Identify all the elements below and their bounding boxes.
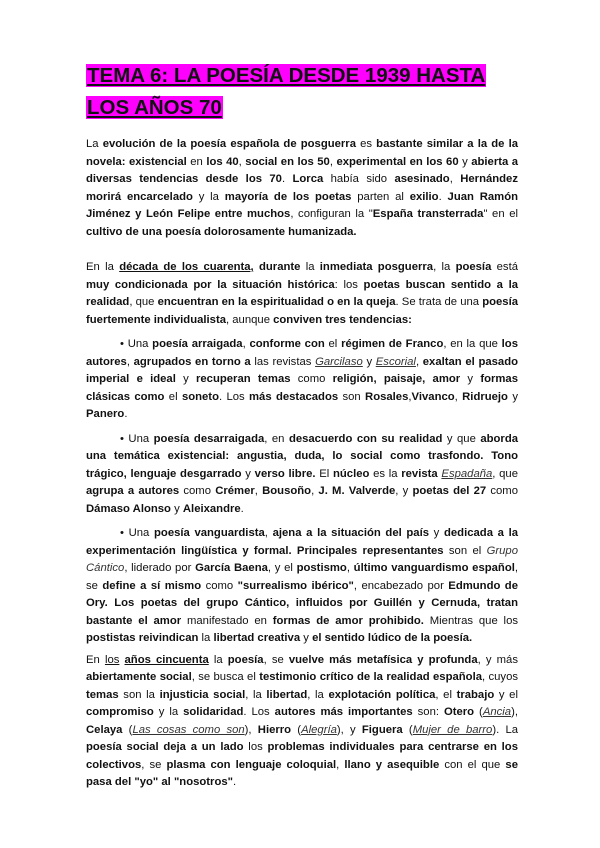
text-run: define a sí mismo [102,579,202,592]
text-run: . [124,408,128,420]
text-run: • Una [120,527,155,539]
text-run: y [175,373,196,385]
text-run: Dámaso Alonso [86,502,171,515]
text-run: ), [511,706,518,718]
text-run: • Una [120,432,154,445]
text-run: , en [264,432,289,445]
text-run: , [336,758,345,771]
text-run: , liderado por [124,562,196,574]
page-title [86,60,486,124]
text-run: religión, paisaje, amor [332,373,461,385]
text-run: , encabezado por [353,579,449,592]
text-run: conforme con [249,338,325,350]
text-run: poesía arraigada [152,338,243,350]
text-run: España transterrada [372,208,484,220]
text-run: exilio [409,190,439,203]
text-run: son: [412,706,444,718]
text-run: ). La [492,723,519,736]
text-run: la [300,261,320,273]
text-run: y la [192,190,225,203]
text-run: ), y [336,723,362,736]
text-run: cultivo de una poesía dolorosamente humanizada. [86,225,357,238]
text-run: J. M. Valverde [318,485,396,497]
text-run: , [311,485,319,497]
text-run: y [460,373,481,385]
text-run: verso libre. [254,467,316,480]
text-run: , cuyos [481,671,519,683]
text-run: es [355,138,377,150]
text-run: . [281,173,293,185]
text-run: : los [334,278,364,291]
text-run: Ridruejo [462,390,508,403]
text-run: en [186,155,207,168]
text-run: se pasa del "yo" al "nosotros" [86,758,518,788]
text-run: y [362,355,376,368]
text-run: como [290,373,333,385]
text-run: núcleo [332,467,370,480]
text-run: soneto [181,390,219,403]
paragraph-poesia-desarraigada [86,431,518,519]
text-run: plasma con [166,758,231,771]
text-run: social en los 50 [245,155,330,168]
text-run: durante [259,261,301,273]
text-run: y la [153,706,184,718]
text-run: autores más importantes [274,706,413,718]
text-run: inmediata posguerra [319,261,434,273]
text-run: Crémer [215,485,255,497]
text-run: Aleixandre [182,502,241,515]
text-run: "surrealismo ibérico" [237,579,354,592]
text-run: lenguaje coloquial [235,758,337,771]
text-run: desacuerdo con su realidad [288,432,443,445]
text-run: poesía [227,653,264,666]
text-run: Garcilaso [315,355,363,368]
text-run: vuelve más metafísica y profunda [288,653,478,666]
text-run: agrupa a autores [86,485,180,497]
text-run: " en el [483,208,518,220]
text-run: Edmundo de Ory. Los poetas del grupo Cántico, influidos por Guillén y Cernuda, tratan bastante el amor [86,579,518,627]
text-run: abierta a diversas tendencias desde los 70 [86,155,519,185]
text-run: injusticia social [159,688,246,701]
text-run: , y el [267,562,297,574]
text-run: ajena a la situación del país [272,527,430,539]
text-run: aborda una temática existencial: angustia, duda, lo social como trasfondo. Tono trágico, lenguaje desgarrado [86,432,519,480]
text-run: dedicada a la experimentación lingüística y formal. Principales representantes [86,527,518,557]
text-run: . [232,776,237,788]
text-run: son [338,390,366,403]
text-run: conviven tres tendencias: [273,313,412,326]
text-run: poesía desarraigada [153,432,265,445]
text-run: . Los [243,706,275,718]
text-run: bastante similar a la de la novela: existencial [86,138,518,168]
text-run: , [329,155,337,168]
text-run: ), [244,723,258,736]
text-run: es la [369,467,402,480]
text-run: y [507,390,518,403]
text-run: En la [86,261,120,273]
text-run: agrupados en torno a [133,355,251,368]
text-run: , se [86,562,519,592]
text-run: evolución de la poesía española de posguerra [102,138,356,150]
text-run: , y más [477,653,518,666]
text-run: revista [401,467,438,480]
text-run: postismo [296,562,347,574]
text-run: trabajo [456,688,495,701]
text-run: abiertamente social [86,671,192,683]
text-run: Espadaña [441,467,493,480]
text-run: años cincuenta [124,653,209,666]
text-run: compromiso [86,706,154,718]
text-run: , [449,173,461,185]
text-run: La [86,138,103,150]
text-run: Hierro [257,723,292,736]
text-run: Vivanco [411,390,455,403]
text-run: , [254,485,263,497]
text-run: asesinado [394,173,450,185]
text-run: libertad creativa [213,632,301,644]
text-run: , [346,562,354,574]
text-run: solidaridad [183,706,244,718]
text-run: , la [245,688,267,701]
text-run: Panero [86,408,125,420]
text-run: y el [494,688,518,701]
text-run: Alegría [301,723,337,736]
text-run: muy condicionada por la situación histórica [86,278,335,291]
text-run: Bousoño [262,485,312,497]
text-run: formas clásicas como [86,373,518,403]
text-run: poesía [455,261,492,273]
text-run: década de los cuarenta, [119,261,254,273]
text-run: llano y asequible [344,758,440,771]
text-run: poetas buscan sentido a la realidad [86,278,519,308]
text-run: mayoría de los poetas [224,190,352,203]
text-run: recuperan temas [196,373,291,385]
text-run: , [238,155,246,168]
text-run: Mujer de barro [412,723,493,736]
text-run: , [415,355,423,368]
text-run: , la [433,261,456,273]
text-run: explotación política [328,688,436,701]
text-run: poesía social deja a un lado [86,741,244,753]
text-run: los [243,741,268,753]
text-run: , [242,338,250,350]
text-run: y [458,155,472,168]
text-run: parten al [351,190,410,203]
text-run: El [315,467,333,480]
paragraph-poesia-arraigada [86,336,518,424]
text-run: el sentido lúdico de la poesía. [312,632,473,644]
text-run: los autores [86,338,518,368]
text-run: había sido [323,173,395,185]
text-run: y [429,527,444,539]
text-run: , se busca el [191,671,260,683]
text-run: , se [141,758,167,771]
text-run: más destacados [249,390,339,403]
text-run: Juan Ramón Jiménez y León Felipe entre muchos [86,190,519,220]
text-run: encuentran en la espiritualidad o en la queja [157,296,396,308]
text-run: Grupo Cántico [86,544,518,574]
text-run: el [324,338,342,350]
text-run: como [201,579,238,592]
text-run: son el [443,544,487,557]
text-run: exaltan el pasado imperial e ideal [86,355,518,385]
paragraph-intro [86,136,518,241]
text-run: y [170,502,183,515]
text-run: , [408,390,412,403]
text-run: poesía vanguardista [154,527,265,539]
text-run: Hernández morirá encarcelado [86,173,518,203]
text-run: como [179,485,216,497]
text-run: Mientras que los [423,614,519,627]
text-run: formas de amor prohibido. [272,614,424,627]
text-run: temas [86,688,119,701]
text-run: Otero [443,706,475,718]
text-run: los 40 [206,155,239,168]
text-run: la [208,653,228,666]
text-run: , en la que [443,338,502,350]
text-run: Escorial [375,355,416,368]
text-run: , la [307,688,329,701]
text-run: , se [263,653,289,666]
text-run: , que [492,467,518,480]
text-run: Ancia [482,706,512,718]
text-run: y [241,467,255,480]
text-run: experimental en los 60 [336,155,459,168]
text-run: García Baena [195,562,268,574]
paragraph-fifties [86,652,518,792]
text-run: , que [129,296,158,308]
document-body [86,136,518,792]
text-run: , el [435,688,457,701]
title-text: TEMA 6: LA POESÍA DESDE 1939 HASTA LOS AÑOS 70 [87,64,486,119]
text-run: . Se trata de una [395,296,483,308]
text-run: como [486,485,518,497]
text-run: problemas individuales para centrarse en los colectivos [86,741,518,771]
text-run: régimen de Franco [341,338,444,350]
text-run: ( [291,723,302,736]
text-run: ( [402,723,413,736]
text-run: el [164,390,182,403]
text-run: los [104,653,120,666]
text-run: está [491,261,518,273]
text-run: , [264,527,273,539]
text-run: . [240,502,244,515]
text-run: postistas reivindican [86,632,199,644]
text-run: Figuera [361,723,403,736]
text-run: , [454,390,463,403]
text-run: ( [122,723,133,736]
text-run: , aunque [226,313,274,326]
text-run: y [300,632,313,644]
text-run: testimonio crítico de la realidad española [259,671,482,683]
text-run: con el que [439,758,506,771]
text-run: libertad [266,688,308,701]
text-run: Celaya [86,723,123,736]
text-run: , y [395,485,413,497]
text-run: manifestado en [181,614,273,627]
paragraph-poesia-vanguardista [86,525,518,648]
text-run: . Los [218,390,250,403]
text-run: , configuran la " [290,208,373,220]
text-run: ( [474,706,483,718]
text-run: la [198,632,214,644]
text-run: último vanguardismo español [353,562,515,574]
text-run: las revistas [250,355,316,368]
text-run: , [126,355,134,368]
text-run: y que [442,432,481,445]
text-run: poesía fuertemente individualista [86,296,518,326]
text-run: poetas del 27 [412,485,487,497]
text-run: Lorca [292,173,324,185]
text-run: Las cosas como son [132,723,245,736]
text-run: . [438,190,448,203]
text-run: En [86,653,105,666]
text-run: • Una [120,338,153,350]
text-run: son la [118,688,160,701]
paragraph-forties [86,259,518,329]
text-run: Rosales [365,390,409,403]
